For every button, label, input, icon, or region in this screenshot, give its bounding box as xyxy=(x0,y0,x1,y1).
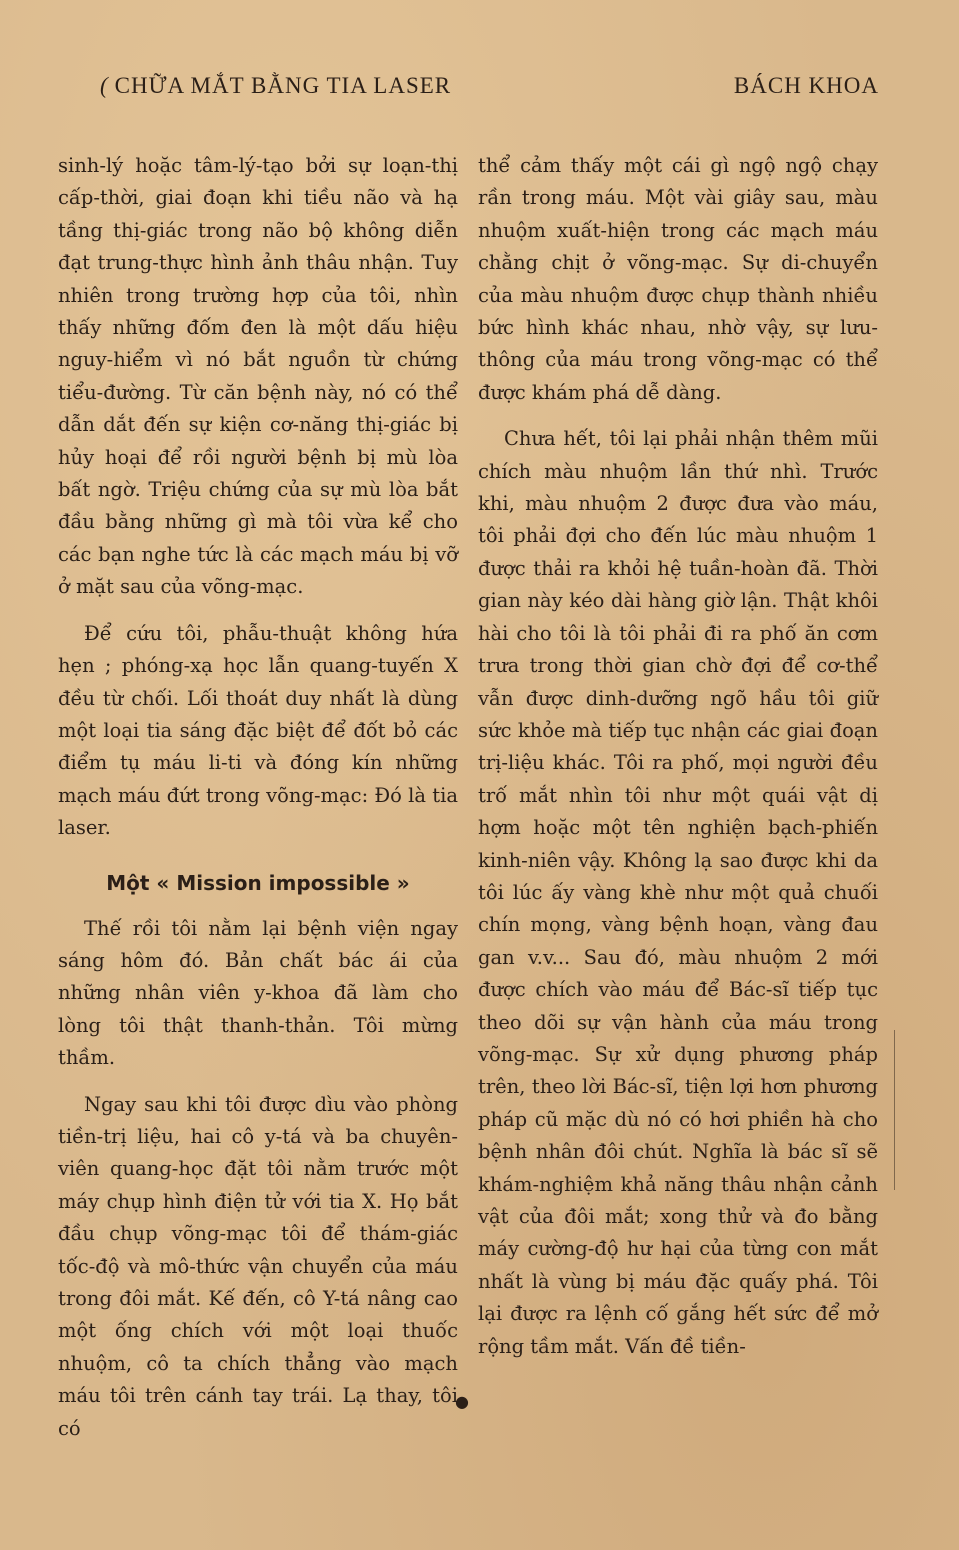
paragraph: sinh-lý hoặc tâm-lý-tạo bởi sự loạn-thị cấp-thời, giai đoạn khi tiều não và hạ tầng thị-giác trong não bộ không diễn đạt trung-thực hình ảnh thâu nhận. Tuy nhiên trong trường hợp của tôi, nhìn thấy những đốm đen là một dấu hiệu nguy-hiểm vì nó bắt nguồn từ chứng tiểu-đường. Từ căn bệnh này, nó có thể dẫn dắt đến sự kiện cơ-năng thị-giác bị hủy hoại để rồi người bệnh bị mù lòa bất ngờ. Triệu chứng của sự mù lòa bắt đầu bằng những gì mà tôi vừa kể cho các bạn nghe tức là các mạch máu bị vỡ ở mặt sau của võng-mạc. xyxy=(58,154,458,599)
left-column xyxy=(58,150,458,1445)
running-title xyxy=(100,73,451,99)
section-heading: Một « Mission impossible » xyxy=(106,870,410,895)
article-title: CHỮA MẮT BẰNG TIA LASER xyxy=(114,73,452,98)
paragraph: Chưa hết, tôi lại phải nhận thêm mũi chích màu nhuộm lần thứ nhì. Trước khi, màu nhuộm 2 được đưa vào máu, tôi phải đợi cho đến lúc màu nhuộm 1 được thải ra khỏi hệ tuần-hoàn đã. Thời gian này kéo dài hàng giờ lận. Thật khôi hài cho tôi là tôi phải đi ra phố ăn cơm trưa trong thời gian chờ đợi để cơ-thể vẫn được dinh-dưỡng ngõ hầu tôi giữ sức khỏe mà tiếp tục nhận các giai đoạn trị-liệu khác. Tôi ra phố, mọi người đều trố mắt nhìn tôi như một quái vật dị hợm hoặc một tên nghiện bạch-phiến kinh-niên vậy. Không lạ sao được khi da tôi lúc ấy vàng khè như một quả chuối chín mọng, vàng bệnh hoạn, vàng đau gan v.v... Sau đó, màu nhuộm 2 mới được chích vào máu để Bác-sĩ tiếp tục theo dõi sự vận hành của máu trong võng-mạc. Sự xử dụng phương pháp trên, theo lời Bác-sĩ, tiện lợi hơn phương pháp cũ mặc dù nó có hơi phiền hà cho bệnh nhân đôi chút. Nghĩa là bác sĩ sẽ khám-nghiệm khả năng thâu nhận cảnh vật của đôi mắt; xong thử và đo bằng máy cường-độ hư hại của từng con mắt nhất là vùng bị máu đặc quấy phá. Tôi lại được ra lệnh cố gắng hết sức để mở rộng tầm mắt. Vấn đề tiền- xyxy=(478,427,878,1358)
right-column xyxy=(478,150,878,1363)
header-mark: ( xyxy=(100,73,109,98)
page-header xyxy=(100,66,879,106)
magazine-name: BÁCH KHOA xyxy=(733,73,879,98)
paragraph: Ngay sau khi tôi được dìu vào phòng tiền-trị liệu, hai cô y-tá và ba chuyên-viên quang-học đặt tôi nằm trước một máy chụp hình điện tử với tia X. Họ bắt đầu chụp võng-mạc tôi để thám-giác tốc-độ và mô-thức vận chuyển của máu trong đôi mắt. Kế đến, cô Y-tá nâng cao một ống chích với một loại thuốc nhuộm, cô ta chích thẳng vào mạch máu tôi trên cánh tay trái. Lạ thay, tôi có xyxy=(58,1092,458,1440)
margin-mark xyxy=(894,1030,901,1190)
bullet-mark: ● xyxy=(455,1392,469,1411)
paragraph: Để cứu tôi, phẫu-thuật không hứa hẹn ; phóng-xạ học lẫn quang-tuyến X đều từ chối. Lối thoát duy nhất là dùng một loại tia sáng đặc biệt để đốt bỏ các điểm tụ máu li-ti và đóng kín những mạch máu đứt trong võng-mạc: Đó là tia laser. xyxy=(58,621,458,840)
paragraph: thể cảm thấy một cái gì ngộ ngộ chạy rần trong máu. Một vài giây sau, màu nhuộm xuất-hiện trong các mạch máu chằng chịt ở võng-mạc. Sự di-chuyển của màu nhuộm được chụp thành nhiều bức hình khác nhau, nhờ vậy, sự lưu-thông của máu trong võng-mạc có thể được khám phá dễ dàng. xyxy=(478,154,878,404)
paragraph: Thế rồi tôi nằm lại bệnh viện ngay sáng hôm đó. Bản chất bác ái của những nhân viên y-khoa đã làm cho lòng tôi thật thanh-thản. Tôi mừng thầm. xyxy=(58,916,458,1070)
